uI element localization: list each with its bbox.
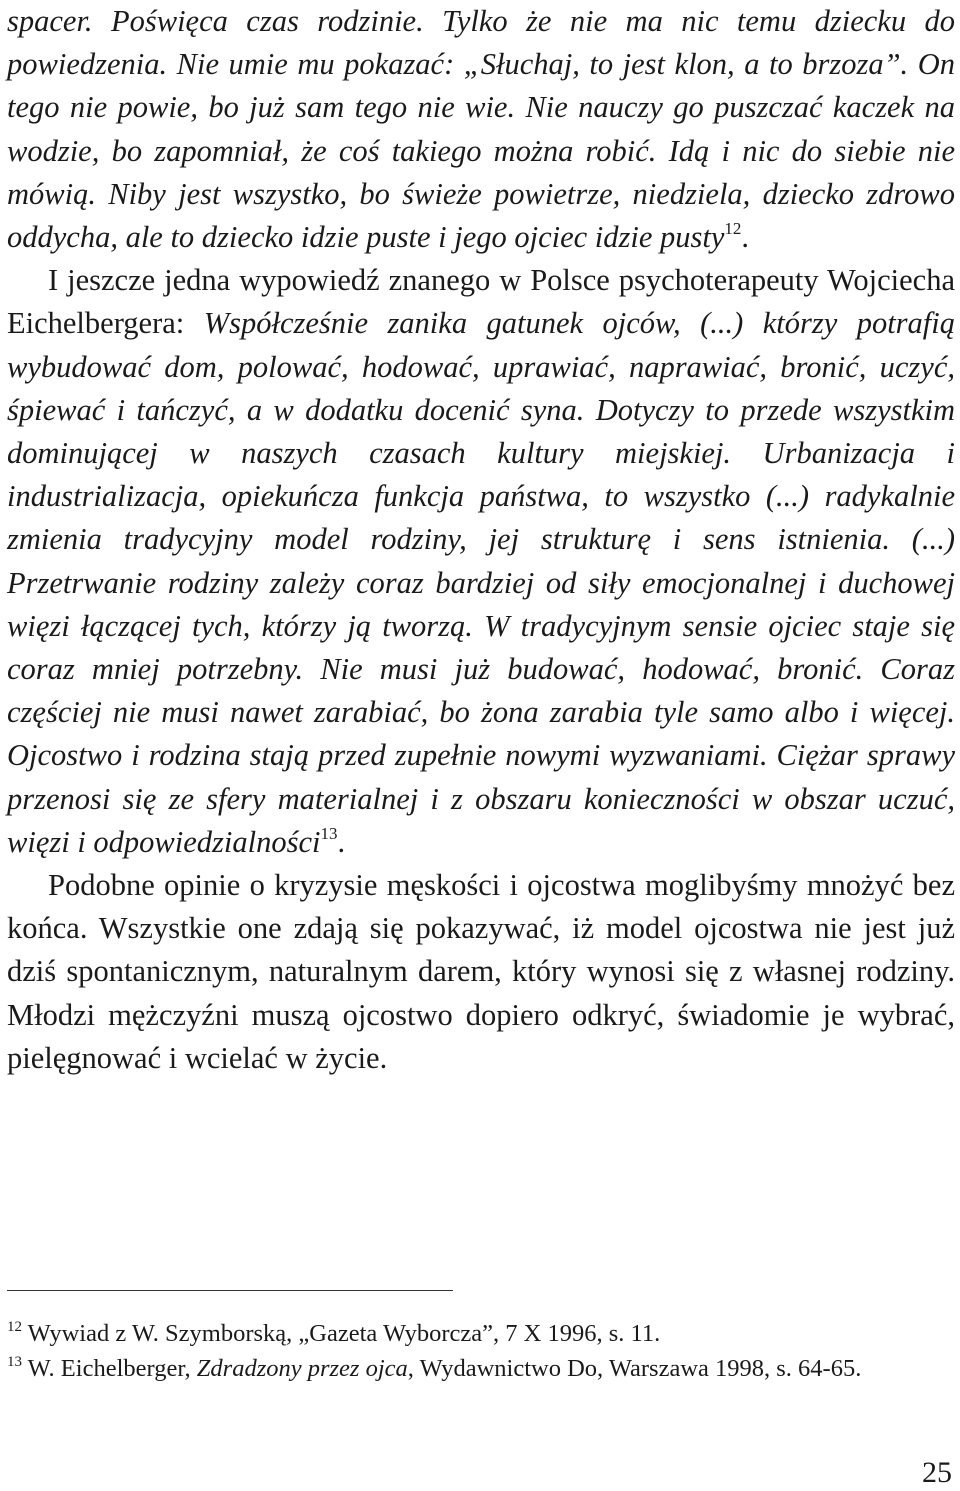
footnote-12 [7,1316,955,1351]
body-text [7,0,955,1080]
paragraph-1-end: . [741,220,750,255]
footnotes [7,1316,955,1386]
paragraph-quote-eichelberger [7,259,955,864]
footnote-separator [7,1290,453,1291]
footnote-12-text: Wywiad z W. Szymborską, „Gazeta Wyborcza”, 7 X 1996, s. 11. [22,1320,661,1347]
paragraph-2-italic-text: Współcześnie zanika gatunek ojców, (...) którzy potrafią wybudować dom, polować, hodować, uprawiać, naprawiać, bronić, uczyć, śpiewać i tańczyć, a w dodatku docenić syna. Dotyczy to przede wszystkim dominującej w naszych czasach kultury miejskiej. Urbanizacja i industrializacja, opiekuńcza funkcja państwa, to wszystko (...) radykalnie zmienia tradycyjny model rodziny, jej strukturę i sens istnienia. (...) Przetrwanie rodziny zależy coraz bardziej od siły emocjonalnej i duchowej więzi łączącej tych, którzy ją tworzą. W tradycyjnym sensie ojciec staje się coraz mniej potrzebny. Nie musi już budować, hodować, bronić. Coraz częściej nie musi nawet zarabiać, bo żona zarabia tyle samo albo i więcej. Ojcostwo i rodzina stają przed zupełnie nowymi wyzwaniami. Ciężar sprawy przenosi się ze sfery materialnej i z obszaru konieczności w obszar uczuć, więzi i odpowiedzialności [7,306,955,859]
footnote-ref-12: 12 [724,219,742,239]
paragraph-quote-szymborska [7,0,955,259]
paragraph-1-italic-text: spacer. Poświęca czas rodzinie. Tylko że nie ma nic temu dziecku do powiedzenia. Nie umie mu pokazać: „Słuchaj, to jest klon, a to brzoza”. On tego nie powie, bo już sam tego nie wie. Nie nauczy go puszczać kaczek na wodzie, bo zapomniał, że coś takiego można robić. Idą i nic do siebie nie mówią. Niby jest wszystko, bo świeże powietrze, niedziela, dziecko zdrowo oddycha, ale to dziecko idzie puste i jego ojciec idzie pusty [7,4,955,255]
footnote-13-title: Zdradzony przez ojca [196,1355,408,1382]
footnote-number-12: 12 [7,1319,22,1335]
footnote-13 [7,1351,955,1386]
document-page [7,0,955,1080]
footnote-13-publisher: , Wydawnictwo Do, Warszawa 1998, s. 64-65. [407,1355,862,1382]
footnote-number-13: 13 [7,1354,22,1370]
paragraph-2-end: . [337,824,346,859]
paragraph-conclusion [7,864,955,1080]
footnote-13-author: W. Eichelberger, [22,1355,197,1382]
page-number: 25 [922,1456,952,1489]
paragraph-2-intro: I jeszcze jedna wypowiedź znanego w Polsce psychoterapeuty Wojciecha Eichelbergera: [7,263,955,341]
footnote-ref-13: 13 [320,823,338,843]
paragraph-3-text: Podobne opinie o kryzysie męskości i ojcostwa moglibyśmy mnożyć bez końca. Wszystkie one zdają się pokazywać, iż model ojcostwa nie jest już dziś spontanicznym, naturalnym darem, który wynosi się z własnej rodziny. Młodzi mężczyźni muszą ojcostwo dopiero odkryć, świadomie je wybrać, pielęgnować i wcielać w życie. [7,868,955,1075]
